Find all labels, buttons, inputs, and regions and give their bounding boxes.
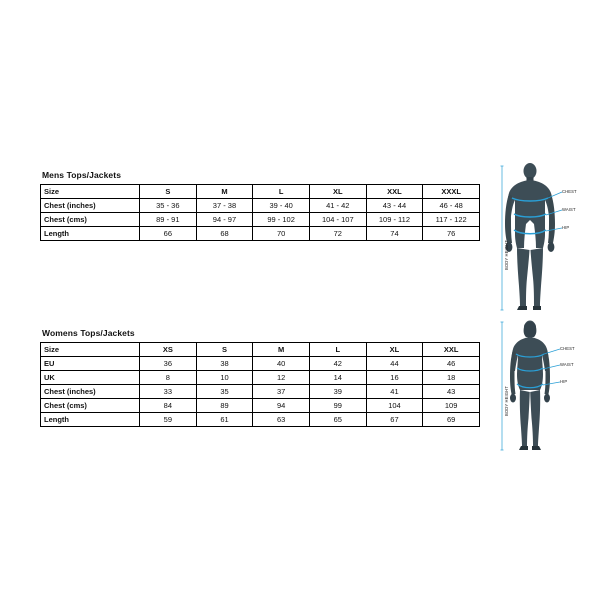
table-cell: 63 [253, 413, 310, 427]
table-cell: 37 - 38 [196, 199, 253, 213]
womens-size-table-block [40, 328, 480, 427]
table-cell: 37 [253, 385, 310, 399]
table-cell: 36 [140, 357, 197, 371]
table-cell: 43 - 44 [366, 199, 423, 213]
table-cell: 14 [309, 371, 366, 385]
table-row [41, 357, 480, 371]
table-row [41, 385, 480, 399]
table-row [41, 413, 480, 427]
body-height-label: BODY HEIGHT [504, 386, 509, 416]
womens-table-title: Womens Tops/Jackets [42, 328, 135, 338]
table-row [41, 227, 480, 241]
column-header-m: M [253, 343, 310, 357]
row-label: Chest (inches) [41, 199, 140, 213]
table-cell: 89 [196, 399, 253, 413]
table-cell: 61 [196, 413, 253, 427]
row-label: Length [41, 227, 140, 241]
table-cell: 94 [253, 399, 310, 413]
table-cell: 68 [196, 227, 253, 241]
table-cell: 99 [309, 399, 366, 413]
mens-size-table-block [40, 170, 480, 241]
column-header-l: L [309, 343, 366, 357]
table-cell: 39 - 40 [253, 199, 310, 213]
table-cell: 43 [423, 385, 480, 399]
table-row [41, 213, 480, 227]
table-cell: 59 [140, 413, 197, 427]
female-body-diagram [500, 318, 590, 458]
row-label: UK [41, 371, 140, 385]
row-label: Chest (cms) [41, 399, 140, 413]
chest-label: CHEST [560, 346, 575, 351]
table-cell: 74 [366, 227, 423, 241]
table-cell: 46 - 48 [423, 199, 480, 213]
table-cell: 10 [196, 371, 253, 385]
table-cell: 109 - 112 [366, 213, 423, 227]
hip-label: HIP [560, 379, 568, 384]
table-cell: 89 - 91 [140, 213, 197, 227]
table-header-row [41, 343, 480, 357]
table-cell: 35 [196, 385, 253, 399]
table-cell: 41 [366, 385, 423, 399]
hip-label: HIP [562, 225, 570, 230]
column-header-xl: XL [366, 343, 423, 357]
table-cell: 39 [309, 385, 366, 399]
column-header-xxl: XXL [423, 343, 480, 357]
column-header-size: Size [41, 185, 140, 199]
table-cell: 8 [140, 371, 197, 385]
table-cell: 65 [309, 413, 366, 427]
table-cell: 12 [253, 371, 310, 385]
column-header-xl: XL [309, 185, 366, 199]
table-cell: 70 [253, 227, 310, 241]
table-cell: 42 [309, 357, 366, 371]
column-header-xxxl: XXXL [423, 185, 480, 199]
body-height-label: BODY HEIGHT [504, 240, 509, 270]
column-header-m: M [196, 185, 253, 199]
male-body-diagram [500, 160, 590, 320]
table-cell: 104 [366, 399, 423, 413]
womens-size-table [40, 342, 480, 427]
mens-size-table [40, 184, 480, 241]
table-cell: 72 [309, 227, 366, 241]
table-header-row [41, 185, 480, 199]
table-cell: 69 [423, 413, 480, 427]
row-label: EU [41, 357, 140, 371]
column-header-xxl: XXL [366, 185, 423, 199]
waist-label: WAIST [562, 207, 576, 212]
table-cell: 40 [253, 357, 310, 371]
mens-table-title: Mens Tops/Jackets [42, 170, 122, 180]
table-cell: 109 [423, 399, 480, 413]
table-cell: 33 [140, 385, 197, 399]
table-cell: 66 [140, 227, 197, 241]
row-label: Chest (cms) [41, 213, 140, 227]
table-cell: 18 [423, 371, 480, 385]
female-silhouette-icon [500, 318, 590, 458]
column-header-s: S [140, 185, 197, 199]
table-cell: 46 [423, 357, 480, 371]
table-cell: 16 [366, 371, 423, 385]
table-cell: 104 - 107 [309, 213, 366, 227]
table-cell: 67 [366, 413, 423, 427]
chest-label: CHEST [562, 189, 577, 194]
table-row [41, 399, 480, 413]
table-cell: 117 - 122 [423, 213, 480, 227]
column-header-s: S [196, 343, 253, 357]
table-cell: 84 [140, 399, 197, 413]
table-cell: 35 - 36 [140, 199, 197, 213]
table-cell: 76 [423, 227, 480, 241]
row-label: Chest (inches) [41, 385, 140, 399]
column-header-l: L [253, 185, 310, 199]
table-cell: 44 [366, 357, 423, 371]
waist-label: WAIST [560, 362, 574, 367]
column-header-size: Size [41, 343, 140, 357]
male-silhouette-icon [500, 160, 590, 320]
column-header-xs: XS [140, 343, 197, 357]
table-row [41, 199, 480, 213]
row-label: Length [41, 413, 140, 427]
table-cell: 94 - 97 [196, 213, 253, 227]
table-cell: 38 [196, 357, 253, 371]
table-cell: 41 - 42 [309, 199, 366, 213]
table-cell: 99 - 102 [253, 213, 310, 227]
table-row [41, 371, 480, 385]
